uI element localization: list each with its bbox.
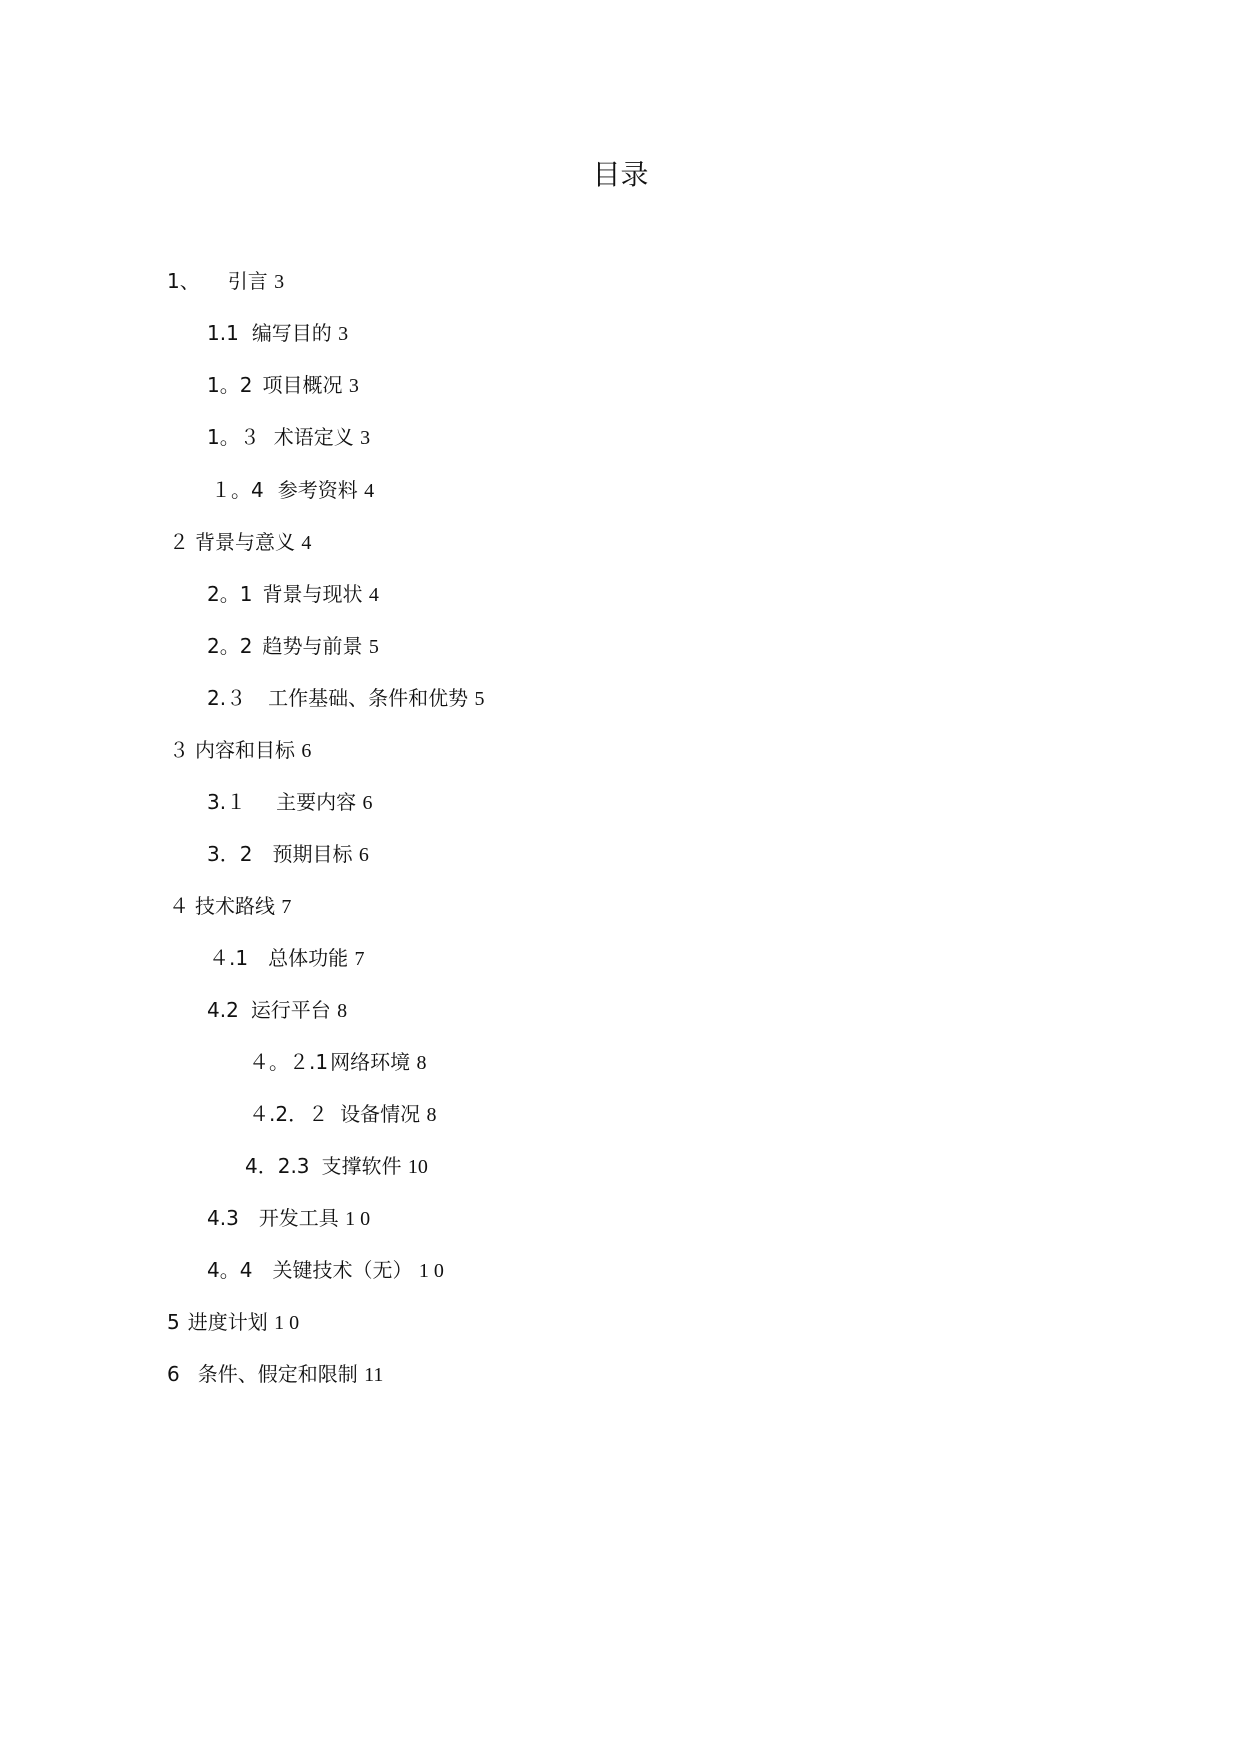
toc-entry-page: 3	[274, 271, 285, 293]
toc-entry-1-3[interactable]	[207, 423, 370, 452]
toc-entry-page: 11	[364, 1364, 384, 1386]
toc-entry-5[interactable]	[167, 1308, 299, 1337]
toc-entry-page: 6	[358, 844, 369, 866]
toc-entry-number: 5	[167, 1310, 180, 1334]
toc-entry-2-1[interactable]	[207, 580, 379, 609]
toc-entry-4[interactable]	[169, 892, 291, 921]
toc-entry-4-3[interactable]	[207, 1204, 370, 1233]
toc-entry-1-4[interactable]	[211, 476, 374, 505]
toc-entry-2-3[interactable]	[207, 684, 484, 713]
toc-entry-number: 4。4	[207, 1258, 253, 1282]
toc-entry-4-1[interactable]	[209, 944, 364, 973]
toc-entry-page: 4	[301, 532, 312, 554]
toc-entry-1-1[interactable]	[207, 319, 348, 348]
toc-entry-number: １。4	[211, 478, 264, 502]
toc-entry-number: 2.３	[207, 686, 247, 710]
toc-entry-number: 1.1	[207, 321, 239, 345]
toc-entry-title: 网络环境	[330, 1050, 411, 1074]
toc-entry-2-2[interactable]	[207, 632, 379, 661]
toc-entry-number: ４.1	[209, 946, 249, 970]
toc-entry-4-2-1[interactable]	[249, 1048, 426, 1077]
toc-entry-number: ４	[169, 894, 189, 918]
toc-entry-number: ２	[169, 530, 189, 554]
toc-entry-title: 预期目标	[272, 842, 353, 866]
toc-entry-page: 7	[354, 948, 365, 970]
toc-entry-number: ４。２.1	[249, 1050, 329, 1074]
toc-entry-page: 8	[337, 1000, 348, 1022]
toc-entry-title: 技术路线	[195, 894, 275, 918]
toc-entry-number: 1、	[167, 269, 200, 293]
toc-entry-4-4[interactable]	[207, 1256, 444, 1285]
toc-entry-number: 6	[167, 1362, 180, 1386]
toc-entry-page: 4	[364, 480, 375, 502]
toc-entry-number: ４.2．２	[249, 1102, 329, 1126]
toc-entry-2[interactable]	[169, 528, 311, 557]
toc-entry-number: ３	[169, 738, 189, 762]
page-title: 目录	[592, 158, 649, 191]
toc-entry-title: 项目概况	[262, 373, 343, 397]
toc-entry-title: 关键技术（无）	[272, 1258, 413, 1282]
toc-entry-4-2[interactable]	[207, 996, 347, 1025]
toc-entry-page: 5	[474, 688, 485, 710]
toc-entry-number: 4．2.3	[245, 1154, 310, 1178]
toc-entry-page: 6	[362, 792, 373, 814]
toc-entry-title: 工作基础、条件和优势	[268, 686, 469, 710]
toc-entry-1-2[interactable]	[207, 371, 359, 400]
toc-entry-number: 4.2	[207, 998, 239, 1022]
toc-entry-page: 4	[368, 584, 379, 606]
toc-entry-3-2[interactable]	[207, 840, 369, 869]
toc-entry-title: 设备情况	[340, 1102, 421, 1126]
toc-entry-page: 3	[338, 323, 349, 345]
toc-entry-title: 运行平台	[250, 998, 331, 1022]
toc-entry-page: 8	[426, 1104, 437, 1126]
toc-entry-3-1[interactable]	[207, 788, 372, 817]
toc-entry-page: 7	[281, 896, 292, 918]
toc-entry-page: 3	[360, 427, 371, 449]
toc-entry-title: 主要内容	[276, 790, 357, 814]
toc-entry-number: 1。３	[207, 425, 260, 449]
toc-entry-title: 开发工具	[258, 1206, 339, 1230]
toc-entry-6[interactable]	[167, 1360, 383, 1389]
toc-entry-4-2-3[interactable]	[245, 1152, 428, 1181]
toc-entry-title: 背景与现状	[262, 582, 363, 606]
toc-entry-page: 10	[407, 1156, 428, 1178]
toc-entry-title: 进度计划	[187, 1310, 268, 1334]
toc-entry-title: 编写目的	[251, 321, 332, 345]
toc-entry-page: 1 0	[274, 1312, 300, 1334]
toc-entry-page: 6	[301, 740, 312, 762]
toc-entry-number: 2。1	[207, 582, 253, 606]
toc-entry-4-2-2[interactable]	[249, 1100, 436, 1129]
toc-entry-title: 术语定义	[273, 425, 354, 449]
toc-entry-page: 8	[416, 1052, 427, 1074]
toc-entry-title: 支撑软件	[321, 1154, 402, 1178]
toc-entry-number: 3.１	[207, 790, 247, 814]
toc-entry-number: 1。2	[207, 373, 253, 397]
toc-entry-title: 条件、假定和限制	[197, 1362, 358, 1386]
toc-entry-page: 3	[348, 375, 359, 397]
toc-entry-page: 1 0	[418, 1260, 444, 1282]
toc-entry-number: 2。2	[207, 634, 253, 658]
toc-entry-title: 内容和目标	[195, 738, 295, 762]
toc-entry-page: 5	[368, 636, 379, 658]
toc-entry-number: 4.3	[207, 1206, 239, 1230]
toc-entry-title: 参考资料	[277, 478, 358, 502]
toc-entry-title: 背景与意义	[195, 530, 295, 554]
toc-entry-1[interactable]	[167, 267, 284, 296]
toc-entry-page: 1 0	[345, 1208, 371, 1230]
toc-entry-title: 引言	[227, 269, 268, 293]
toc-entry-title: 总体功能	[268, 946, 349, 970]
toc-entry-3[interactable]	[169, 736, 311, 765]
toc-entry-number: 3．2	[207, 842, 253, 866]
toc-entry-title: 趋势与前景	[262, 634, 363, 658]
